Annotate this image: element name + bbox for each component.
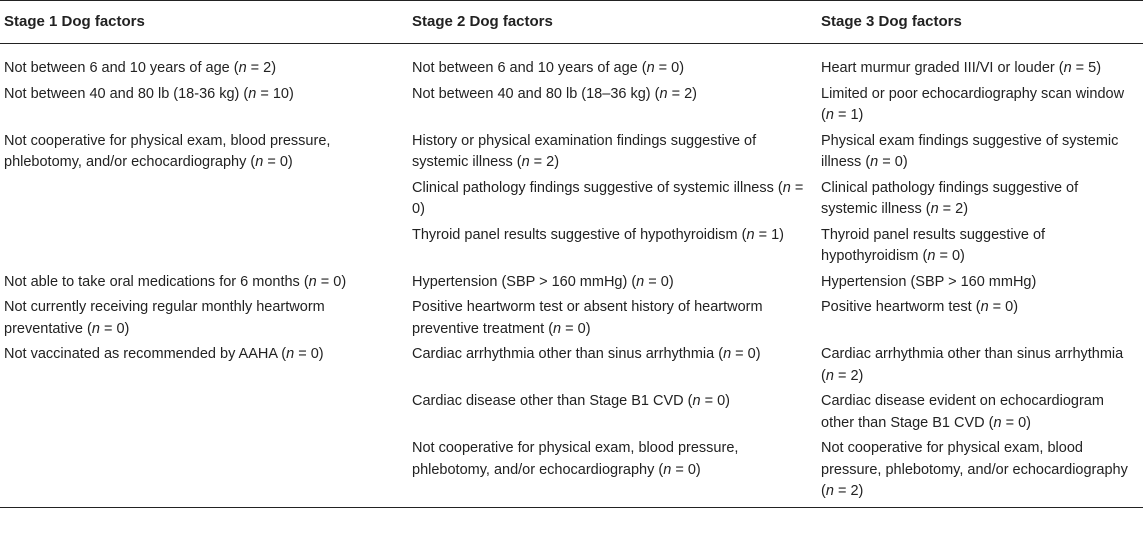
cell-count: = 2) bbox=[667, 85, 697, 102]
table-row bbox=[0, 80, 1143, 127]
table-cell-stage-1 bbox=[0, 44, 408, 80]
cell-count: = 2) bbox=[833, 483, 864, 499]
table-cell-stage-3 bbox=[817, 44, 1143, 80]
cell-text: Positive heartworm test or absent history of heartworm preventive treatment ( bbox=[412, 299, 763, 337]
cell-count: = 1) bbox=[833, 107, 864, 123]
cell-text: Not between 6 and 10 years of age ( bbox=[4, 60, 239, 76]
cell-count: = 0) bbox=[263, 154, 293, 170]
cell-count: = 0) bbox=[988, 299, 1019, 315]
cell-text: Cardiac arrhythmia other than sinus arrhythmia ( bbox=[821, 346, 1124, 384]
cell-n-symbol: n bbox=[825, 483, 834, 499]
cell-text: Not cooperative for physical exam, blood pressure, phlebotomy, and/or echocardiography ( bbox=[412, 440, 739, 478]
cell-n-symbol: n bbox=[91, 320, 100, 337]
table-cell-stage-1 bbox=[0, 127, 408, 174]
cell-count: = 0) bbox=[644, 273, 674, 290]
table-cell-stage-1 bbox=[0, 434, 408, 507]
table-row bbox=[0, 127, 1143, 174]
header-stage-2: Stage 2 Dog factors bbox=[408, 1, 817, 44]
table-row bbox=[0, 340, 1143, 387]
cell-n-symbol: n bbox=[521, 154, 530, 170]
cell-count: = 0) bbox=[1001, 414, 1031, 431]
cell-n-symbol: n bbox=[782, 179, 791, 196]
cell-text: Not between 40 and 80 lb (18–36 kg) ( bbox=[412, 85, 660, 102]
cell-count: = 0) bbox=[700, 393, 730, 409]
cell-n-symbol: n bbox=[980, 299, 989, 315]
cell-n-symbol: n bbox=[663, 461, 672, 478]
table-cell-stage-2 bbox=[408, 44, 817, 80]
cell-n-symbol: n bbox=[825, 367, 834, 384]
cell-text: Heart murmur graded III/VI or louder ( bbox=[821, 60, 1064, 76]
cell-text: History or physical examination findings suggestive of systemic illness ( bbox=[412, 132, 757, 170]
cell-n-symbol: n bbox=[553, 320, 562, 337]
table-cell-stage-1 bbox=[0, 293, 408, 340]
table-cell-stage-1 bbox=[0, 387, 408, 434]
table-cell-stage-3 bbox=[817, 127, 1143, 174]
cell-n-symbol: n bbox=[692, 393, 701, 409]
table-cell-stage-2 bbox=[408, 340, 817, 387]
cell-n-symbol: n bbox=[286, 346, 295, 362]
header-stage-1: Stage 1 Dog factors bbox=[0, 1, 408, 44]
cell-text: Thyroid panel results suggestive of hypothyroidism ( bbox=[821, 226, 1046, 264]
cell-text: Not cooperative for physical exam, blood pressure, phlebotomy, and/or echocardiography ( bbox=[4, 132, 331, 170]
cell-n-symbol: n bbox=[825, 107, 834, 123]
table-cell-stage-3 bbox=[817, 268, 1143, 294]
table-cell-stage-1 bbox=[0, 174, 408, 221]
table-row bbox=[0, 174, 1143, 221]
header-stage-3: Stage 3 Dog factors bbox=[817, 1, 1143, 44]
table-cell-stage-1 bbox=[0, 221, 408, 268]
cell-text: Not able to take oral medications for 6 months ( bbox=[4, 273, 309, 290]
table-cell-stage-3 bbox=[817, 293, 1143, 340]
cell-text: Clinical pathology findings suggestive of systemic illness ( bbox=[412, 179, 783, 196]
cell-n-symbol: n bbox=[930, 201, 939, 217]
cell-count: = 0) bbox=[316, 273, 347, 290]
table-cell-stage-1 bbox=[0, 340, 408, 387]
cell-n-symbol: n bbox=[723, 346, 732, 362]
cell-text: Limited or poor echocardiography scan window ( bbox=[821, 85, 1125, 123]
cell-n-symbol: n bbox=[248, 85, 257, 102]
table-cell-stage-2 bbox=[408, 127, 817, 174]
cell-text: Positive heartworm test ( bbox=[821, 299, 981, 315]
table-row bbox=[0, 293, 1143, 340]
cell-text: Hypertension (SBP > 160 mmHg) bbox=[821, 273, 1037, 290]
cell-count: = 2) bbox=[833, 367, 864, 384]
cell-n-symbol: n bbox=[659, 85, 668, 102]
cell-text: Hypertension (SBP > 160 mmHg) ( bbox=[412, 273, 637, 290]
cell-count: = 2) bbox=[246, 60, 277, 76]
table-row bbox=[0, 268, 1143, 294]
cell-text: Not currently receiving regular monthly heartworm preventative ( bbox=[4, 299, 325, 337]
table-cell-stage-1 bbox=[0, 268, 408, 294]
cell-text: Cardiac disease evident on echocardiogram other than Stage B1 CVD ( bbox=[821, 393, 1104, 431]
cell-count: = 10) bbox=[256, 85, 294, 102]
cell-text: Not between 6 and 10 years of age ( bbox=[412, 60, 647, 76]
cell-count: = 2) bbox=[529, 154, 560, 170]
cell-n-symbol: n bbox=[927, 248, 936, 264]
table-cell-stage-2 bbox=[408, 268, 817, 294]
cell-text: Cardiac disease other than Stage B1 CVD ( bbox=[412, 393, 693, 409]
table-cell-stage-3 bbox=[817, 434, 1143, 507]
cell-text: Not between 40 and 80 lb (18-36 kg) ( bbox=[4, 85, 249, 102]
cell-count: = 0) bbox=[878, 154, 908, 170]
table-cell-stage-3 bbox=[817, 80, 1143, 127]
cell-n-symbol: n bbox=[646, 60, 655, 76]
table-cell-stage-2 bbox=[408, 80, 817, 127]
cell-text: Physical exam findings suggestive of systemic illness ( bbox=[821, 132, 1119, 170]
cell-count: = 0) bbox=[99, 320, 130, 337]
table-cell-stage-2 bbox=[408, 387, 817, 434]
cell-n-symbol: n bbox=[255, 154, 264, 170]
cell-text: Not vaccinated as recommended by AAHA ( bbox=[4, 346, 287, 362]
cell-count: = 0) bbox=[671, 461, 701, 478]
cell-n-symbol: n bbox=[238, 60, 247, 76]
cell-count: = 5) bbox=[1071, 60, 1102, 76]
header-row bbox=[0, 1, 1143, 44]
cell-count: = 0) bbox=[935, 248, 965, 264]
cell-n-symbol: n bbox=[993, 414, 1002, 431]
cell-count: = 0) bbox=[731, 346, 761, 362]
cell-count: = 2) bbox=[938, 201, 969, 217]
cell-n-symbol: n bbox=[870, 154, 879, 170]
table-cell-stage-3 bbox=[817, 340, 1143, 387]
table-cell-stage-2 bbox=[408, 434, 817, 507]
cell-count: = 0) bbox=[561, 320, 591, 337]
table-cell-stage-1 bbox=[0, 80, 408, 127]
table-row bbox=[0, 434, 1143, 507]
table-cell-stage-3 bbox=[817, 387, 1143, 434]
cell-text: Clinical pathology findings suggestive of systemic illness ( bbox=[821, 179, 1079, 217]
cell-n-symbol: n bbox=[636, 273, 645, 290]
cell-text: Cardiac arrhythmia other than sinus arrhythmia ( bbox=[412, 346, 724, 362]
cell-n-symbol: n bbox=[1063, 60, 1072, 76]
cell-text: Thyroid panel results suggestive of hypothyroidism ( bbox=[412, 226, 747, 243]
table-cell-stage-2 bbox=[408, 174, 817, 221]
table-row bbox=[0, 387, 1143, 434]
table-cell-stage-3 bbox=[817, 221, 1143, 268]
cell-count: = 0) bbox=[654, 60, 685, 76]
cell-count: = 0) bbox=[294, 346, 324, 362]
table-row bbox=[0, 221, 1143, 268]
cell-n-symbol: n bbox=[308, 273, 317, 290]
table-cell-stage-2 bbox=[408, 293, 817, 340]
table-cell-stage-2 bbox=[408, 221, 817, 268]
table-body bbox=[0, 44, 1143, 508]
table-cell-stage-3 bbox=[817, 174, 1143, 221]
cell-count: = 1) bbox=[754, 226, 784, 243]
cell-text: Not cooperative for physical exam, blood pressure, phlebotomy, and/or echocardiography ( bbox=[821, 440, 1128, 499]
cell-n-symbol: n bbox=[746, 226, 755, 243]
cell-count: = 0) bbox=[412, 179, 804, 217]
table-row bbox=[0, 44, 1143, 80]
